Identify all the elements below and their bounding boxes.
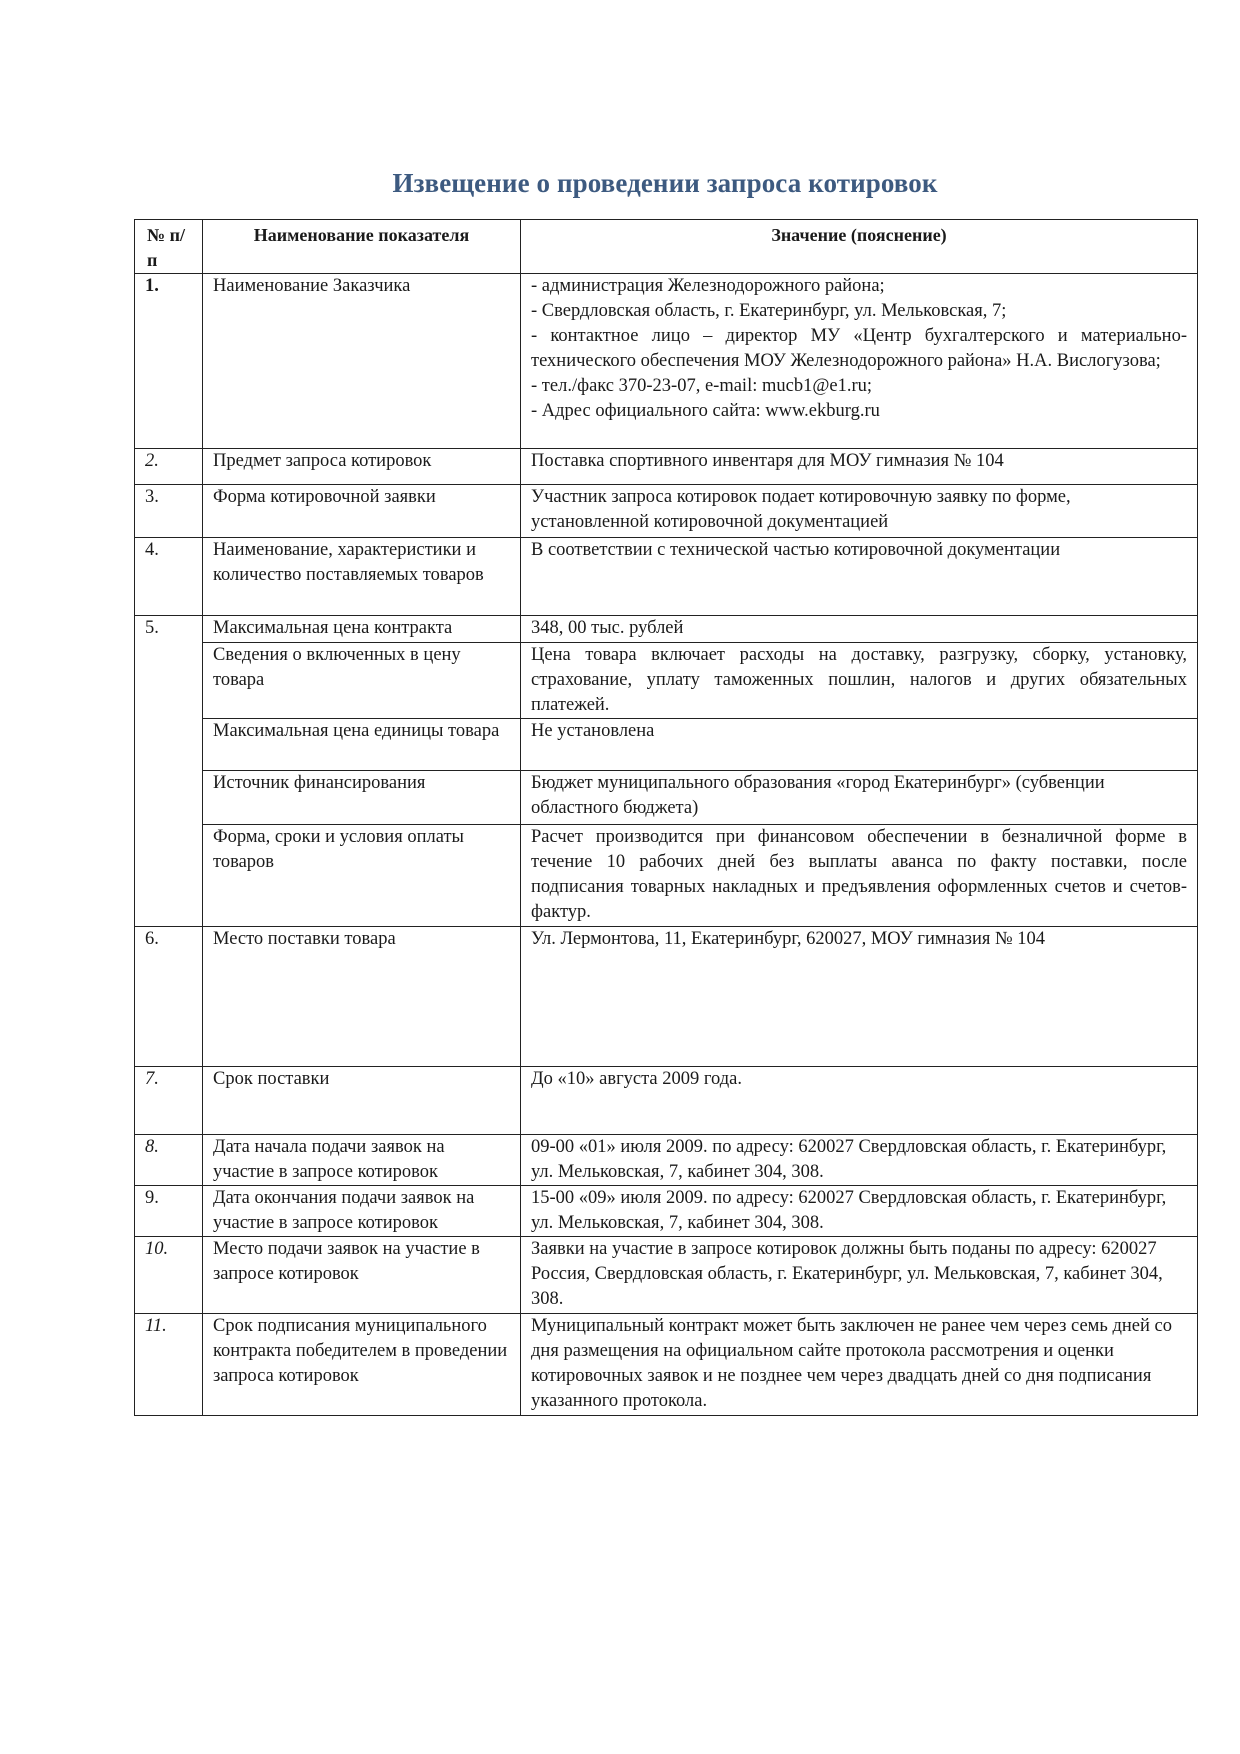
table-row (135, 538, 1198, 616)
document-title: Извещение о проведении запроса котировок (392, 168, 938, 198)
row-number: 11. (135, 1314, 203, 1416)
row-name: Дата окончания подачи заявок на участие в запросе котировок (203, 1186, 521, 1237)
table-row (135, 1237, 1198, 1314)
value-line: - тел./факс 370-23-07, e-mail: mucb1@e1.ru; (531, 376, 873, 396)
row-number: 4. (135, 538, 203, 616)
table-row (135, 449, 1198, 485)
table-row (135, 485, 1198, 538)
header-name: Наименование показателя (203, 220, 521, 274)
row-name: Форма котировочной заявки (203, 485, 521, 538)
row-value: Не установлена (521, 719, 1198, 771)
table-row (135, 771, 1198, 825)
table-row (135, 1314, 1198, 1416)
row-name: Форма, сроки и условия оплаты товаров (203, 825, 521, 927)
row-name: Максимальная цена контракта (203, 616, 521, 643)
row-name: Наименование, характеристики и количество поставляемых товаров (203, 538, 521, 616)
row-name: Срок поставки (203, 1067, 521, 1135)
row-name: Место поставки товара (203, 927, 521, 1067)
row-number: 6. (135, 927, 203, 1067)
row-value: 09-00 «01» июля 2009. по адресу: 620027 Свердловская область, г. Екатеринбург, ул. Мельковская, 7, кабинет 304, 308. (521, 1135, 1198, 1186)
row-number: 10. (135, 1237, 203, 1314)
row-number: 9. (135, 1186, 203, 1237)
row-value: В соответствии с технической частью котировочной документации (521, 538, 1198, 616)
value-line: - Адрес официального сайта: www.ekburg.ru (531, 401, 880, 421)
row-value: 15-00 «09» июля 2009. по адресу: 620027 Свердловская область, г. Екатеринбург, ул. Мельковская, 7, кабинет 304, 308. (521, 1186, 1198, 1237)
row-value: Муниципальный контракт может быть заключен не ранее чем через семь дней со дня размещения на официальном сайте протокола рассмотрения и оценки котировочных заявок и не позднее чем через двадцать дней со дня подписания указанного протокола. (521, 1314, 1198, 1416)
value-line: - контактное лицо – директор МУ «Центр бухгалтерского и материально-технического обеспечения МОУ Железнодорожного района» Н.А. Вислогузова; (531, 326, 1187, 371)
row-value: Ул. Лермонтова, 11, Екатеринбург, 620027, МОУ гимназия № 104 (521, 927, 1198, 1067)
row-value: Расчет производится при финансовом обеспечении в безналичной форме в течение 10 рабочих дней без выплаты аванса по факту поставки, после подписания товарных накладных и предъявления оформленных счетов и счетов-фактур. (521, 825, 1198, 927)
table-header-row (135, 220, 1198, 274)
row-number: 2. (135, 449, 203, 485)
table-row (135, 616, 1198, 643)
row-value: До «10» августа 2009 года. (521, 1067, 1198, 1135)
value-line: - Свердловская область, г. Екатеринбург, ул. Мельковская, 7; (531, 301, 1007, 321)
table-row (135, 274, 1198, 449)
row-value: Участник запроса котировок подает котировочную заявку по форме, установленной котировочной документацией (521, 485, 1198, 538)
table-row (135, 1067, 1198, 1135)
quotation-table (134, 219, 1198, 1416)
row-number: 1. (135, 274, 203, 449)
table-row (135, 643, 1198, 719)
row-name: Источник финансирования (203, 771, 521, 825)
row-name: Предмет запроса котировок (203, 449, 521, 485)
row-name: Максимальная цена единицы товара (203, 719, 521, 771)
row-value (521, 274, 1198, 449)
row-name: Срок подписания муниципального контракта победителем в проведении запроса котировок (203, 1314, 521, 1416)
table-row (135, 1135, 1198, 1186)
row-value: Бюджет муниципального образования «город Екатеринбург» (субвенции областного бюджета) (521, 771, 1198, 825)
table-row (135, 825, 1198, 927)
header-value: Значение (пояснение) (521, 220, 1198, 274)
row-number: 3. (135, 485, 203, 538)
row-number: 5. (135, 616, 203, 927)
row-value: Цена товара включает расходы на доставку, разгрузку, сборку, установку, страхование, уплату таможенных пошлин, налогов и других обязательных платежей. (521, 643, 1198, 719)
row-name: Место подачи заявок на участие в запросе котировок (203, 1237, 521, 1314)
table-row (135, 719, 1198, 771)
table-row (135, 1186, 1198, 1237)
row-name: Наименование Заказчика (203, 274, 521, 449)
row-number: 8. (135, 1135, 203, 1186)
row-value: 348, 00 тыс. рублей (521, 616, 1198, 643)
value-line: - администрация Железнодорожного района; (531, 276, 885, 296)
row-name: Дата начала подачи заявок на участие в запросе котировок (203, 1135, 521, 1186)
row-name: Сведения о включенных в цену товара (203, 643, 521, 719)
header-num: № п/п (135, 220, 203, 274)
table-row (135, 927, 1198, 1067)
row-value: Заявки на участие в запросе котировок должны быть поданы по адресу: 620027 Россия, Свердловская область, г. Екатеринбург, ул. Мельковская, 7, кабинет 304, 308. (521, 1237, 1198, 1314)
row-number: 7. (135, 1067, 203, 1135)
row-value: Поставка спортивного инвентаря для МОУ гимназия № 104 (521, 449, 1198, 485)
